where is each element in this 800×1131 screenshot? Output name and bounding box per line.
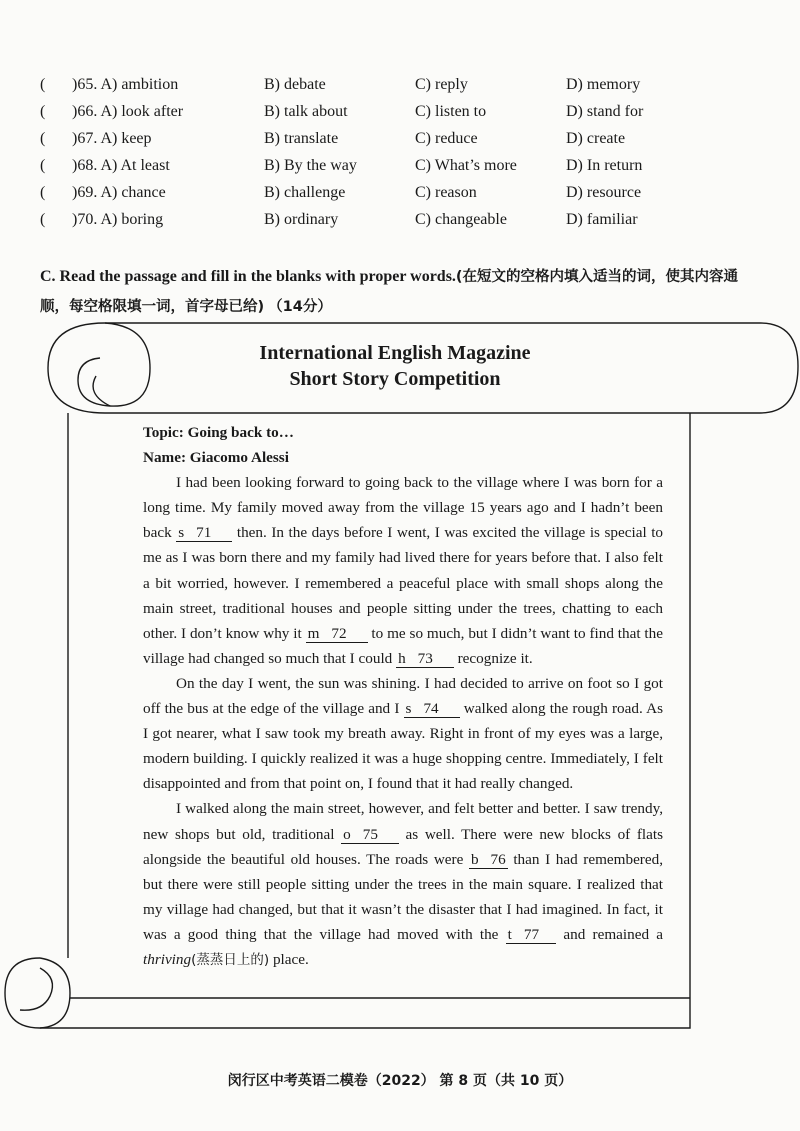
answer-paren: ( <box>40 211 46 228</box>
mcq-row-65 <box>38 76 758 103</box>
blank-initial: b <box>470 850 479 868</box>
story-topic: Topic: Going back to… <box>143 424 294 441</box>
option-c: C) reduce <box>415 130 478 147</box>
blank-initial: s <box>405 700 412 718</box>
blank-number: 77 <box>523 925 540 943</box>
answer-paren: ( <box>40 130 46 147</box>
answer-paren: ( <box>40 184 46 201</box>
option-a: )70. A) boring <box>72 211 164 228</box>
blank-initial: t <box>507 925 512 943</box>
option-c: C) reason <box>415 184 477 201</box>
text-run: walked along the rough road. As I got nearer, what I saw took my breath away. Right in front of my eyes was a large, modern building. I quickly realized it was a huge shopping centre. Immediately, I felt disappointed and from that point on, I found that it had really changed. <box>143 700 663 793</box>
text-run: place. <box>269 950 309 968</box>
magazine-title-line2: Short Story Competition <box>289 368 501 390</box>
mcq-list <box>38 76 758 238</box>
blank-71[interactable] <box>176 524 232 542</box>
blank-73[interactable] <box>396 650 454 668</box>
text-run: to me so much, but I didn’t want to find that the village had changed so much that I could <box>143 624 663 667</box>
blank-initial: h <box>398 649 406 667</box>
option-c: C) changeable <box>415 211 507 228</box>
italic-word: thriving <box>143 950 192 968</box>
section-score: （14分） <box>268 299 332 315</box>
option-c: C) reply <box>415 76 468 93</box>
text-run: then. In the days before I went, I was excited the village is special to me as I was born there and my family had lived there for years before that. I also felt a bit worried, however. I remembered a peaceful place with small shops along the main street, traditional houses and people sitting under the trees, chatting to each other. I don’t know why it <box>143 524 664 642</box>
option-b: B) By the way <box>264 157 357 174</box>
option-d: D) resource <box>566 184 642 201</box>
blank-74[interactable] <box>404 700 460 718</box>
answer-paren: ( <box>40 103 46 120</box>
answer-paren: ( <box>40 76 46 93</box>
mcq-row-70 <box>38 211 758 238</box>
paragraph-1 <box>143 470 663 671</box>
section-heading <box>40 262 760 322</box>
text-run: as well. There were new blocks of flats alongside the beautiful old houses. The roads were <box>143 825 664 868</box>
option-d: D) In return <box>566 157 643 174</box>
mcq-row-66 <box>38 103 758 130</box>
paragraph-2 <box>143 671 663 796</box>
blank-number: 75 <box>362 825 378 843</box>
option-c: C) listen to <box>415 103 487 120</box>
option-b: B) challenge <box>264 184 346 201</box>
mcq-row-69 <box>38 184 758 211</box>
paragraph-3 <box>143 796 663 973</box>
blank-initial: m <box>307 624 320 642</box>
blank-number: 71 <box>196 524 212 542</box>
section-instruction-en: C. Read the passage and fill in the blanks with proper words. <box>40 268 456 285</box>
blank-number: 74 <box>423 700 439 718</box>
blank-77[interactable] <box>506 926 557 944</box>
option-d: D) familiar <box>566 211 638 228</box>
blank-76[interactable] <box>469 851 508 869</box>
text-run: On the day I went, the sun was shining. I had decided to arrive on foot so I got off the bus at the edge of the village and I <box>143 674 663 718</box>
blank-initial: s <box>178 524 185 542</box>
mcq-row-67 <box>38 130 758 157</box>
blank-75[interactable] <box>341 826 399 844</box>
passage <box>143 420 663 973</box>
option-b: B) debate <box>264 76 326 93</box>
magazine-title-line1: International English Magazine <box>259 342 531 364</box>
option-b: B) talk about <box>264 103 348 120</box>
option-d: D) memory <box>566 76 641 93</box>
text-run: recognize it. <box>453 649 533 667</box>
page-footer: 闵行区中考英语二模卷（2022） 第 8 页（共 10 页） <box>227 1073 573 1089</box>
story-author: Name: Giacomo Alessi <box>143 449 289 467</box>
option-a: )69. A) chance <box>72 184 166 201</box>
blank-72[interactable] <box>306 625 368 643</box>
option-c: C) What’s more <box>415 157 517 174</box>
blank-number: 76 <box>490 850 506 868</box>
option-a: )67. A) keep <box>72 130 152 147</box>
magazine-title <box>185 340 605 392</box>
option-d: D) create <box>566 130 626 147</box>
option-b: B) translate <box>264 130 339 147</box>
text-run: than I had remembered, but there were still people sitting under the trees in the main square. I realized that my village had changed, but that it wasn’t the disaster that I had imagined. In fact, it was a good thing that the village had moved with the <box>143 850 663 943</box>
text-run: I walked along the main street, however, and felt better and better. I saw trendy, new shops but old, traditional <box>143 800 663 843</box>
option-d: D) stand for <box>566 103 644 120</box>
gloss-cn: (蒸蒸日上的) <box>191 951 270 968</box>
text-run: and remained a <box>556 925 664 943</box>
blank-number: 73 <box>417 649 433 667</box>
mcq-row-68 <box>38 157 758 184</box>
option-a: )68. A) At least <box>72 157 170 174</box>
answer-paren: ( <box>40 157 46 174</box>
blank-initial: o <box>343 825 351 843</box>
option-b: B) ordinary <box>264 211 339 228</box>
section-instruction-cn: (在短文的空格内填入适当的词，使其内容通顺，每空格限填一词，首字母已给) <box>40 269 739 315</box>
option-a: )65. A) ambition <box>72 76 179 93</box>
text-run: I had been looking forward to going back to the village where I was born for a long time. My family moved away from the village 15 years ago and I hadn’t been back <box>143 474 663 542</box>
blank-number: 72 <box>331 624 347 642</box>
option-a: )66. A) look after <box>72 103 184 120</box>
